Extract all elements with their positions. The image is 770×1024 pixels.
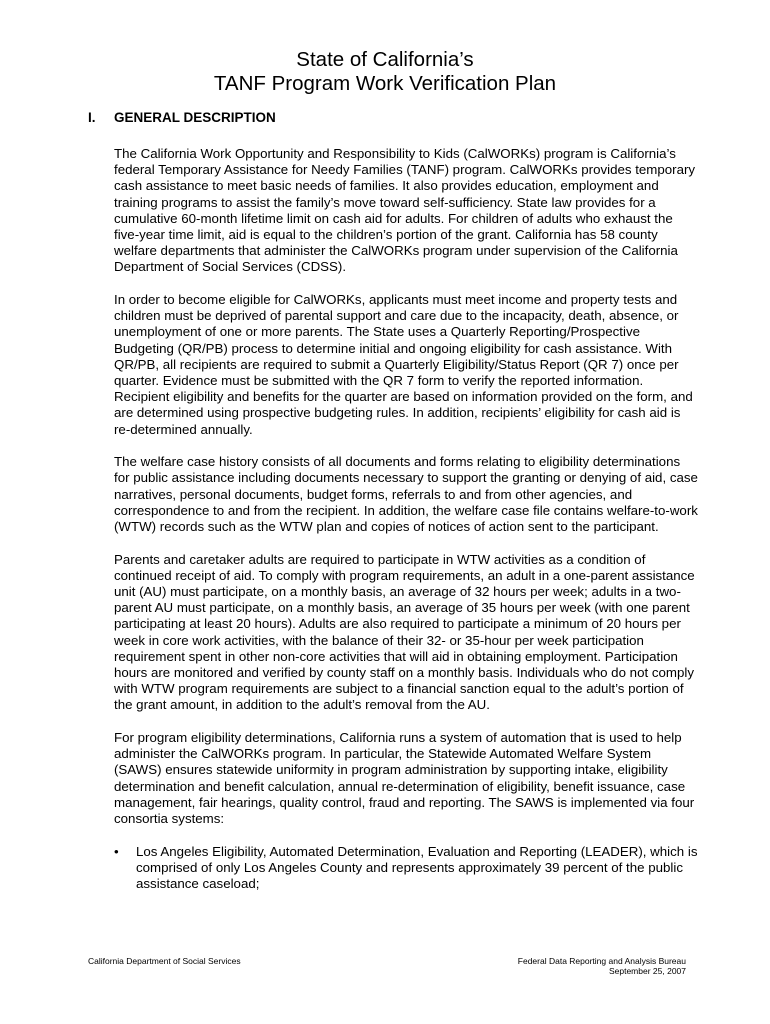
list-item-text: Los Angeles Eligibility, Automated Determination, Evaluation and Reporting (LEADER), which is comprised of only Los Angeles County and represents approximately 39 percent of the public assistance caseload;	[136, 843, 698, 892]
bullet-list	[114, 844, 698, 893]
footer-date: September 25, 2007	[608, 966, 686, 976]
footer-bureau: Federal Data Reporting and Analysis Bureau	[517, 956, 686, 966]
section-number: I.	[88, 110, 96, 125]
paragraph: The California Work Opportunity and Responsibility to Kids (CalWORKs) program is California’s federal Temporary Assistance for Needy Families (TANF) program. CalWORKs provides temporary cash assistance to meet basic needs of families. It also provides education, employment and training programs to assist the family’s move toward self-sufficiency. State law provides for a cumulative 60-month lifetime limit on cash aid for adults. For children of adults who exhaust the five-year time limit, aid is equal to the children’s portion of the grant. California has 58 county welfare departments that administer the CalWORKs program under supervision of the California Department of Social Services (CDSS).	[114, 146, 696, 275]
paragraph: The welfare case history consists of all documents and forms relating to eligibility determinations for public assistance including documents necessary to support the granting or denying of aid, case narratives, personal documents, budget forms, referrals to and from other agencies, and correspondence to and from the recipient. In addition, the welfare case file contains welfare-to-work (WTW) records such as the WTW plan and copies of notices of action sent to the participant.	[114, 454, 698, 535]
section-title: GENERAL DESCRIPTION	[114, 110, 276, 125]
document-title-line1: State of California’s	[296, 48, 474, 71]
section-body	[114, 146, 698, 892]
paragraph: In order to become eligible for CalWORKs, applicants must meet income and property tests and children must be deprived of parental support and care due to the incapacity, death, absence, or unemployment of one or more parents. The State uses a Quarterly Reporting/Prospective Budgeting (QR/PB) process to determine initial and ongoing eligibility for cash assistance. With QR/PB, all recipients are required to submit a Quarterly Eligibility/Status Report (QR 7) once per quarter. Evidence must be submitted with the QR 7 form to verify the reported information. Recipient eligibility and benefits for the quarter are based on information provided on the form, and are determined using prospective budgeting rules. In addition, recipients’ eligibility for cash aid is re-determined annually.	[114, 292, 693, 437]
footer-department: California Department of Social Services	[88, 956, 241, 966]
section-heading	[88, 110, 276, 125]
paragraph: Parents and caretaker adults are required to participate in WTW activities as a condition of continued receipt of aid. To comply with program requirements, an adult in a one-parent assistance unit (AU) must participate, on a monthly basis, an average of 32 hours per week; adults in a two-parent AU must participate, on a monthly basis, an average of 35 hours per week (with one parent participating at least 20 hours). Adults are also required to participate a minimum of 20 hours per week in core work activities, with the balance of their 32- or 35-hour per week participation requirement spent in other non-core activities that will aid in obtaining employment. Participation hours are monitored and verified by county staff on a monthly basis. Individuals who do not comply with WTW program requirements are subject to a financial sanction equal to the adult’s portion of the grant amount, in addition to the adult’s removal from the AU.	[114, 551, 695, 713]
document-title-line2: TANF Program Work Verification Plan	[213, 72, 557, 95]
footer-bureau-date	[518, 956, 686, 976]
bullet-icon: •	[114, 843, 119, 859]
paragraph: For program eligibility determinations, California runs a system of automation that is used to help administer the CalWORKs program. In particular, the Statewide Automated Welfare System (SAWS) ensures statewide uniformity in program administration by supporting intake, eligibility determination and benefit calculation, annual re-determination of eligibility, benefit issuance, case management, fair hearings, quality control, fraud and reporting. The SAWS is implemented via four consortia systems:	[114, 730, 695, 827]
list-item	[114, 844, 698, 893]
